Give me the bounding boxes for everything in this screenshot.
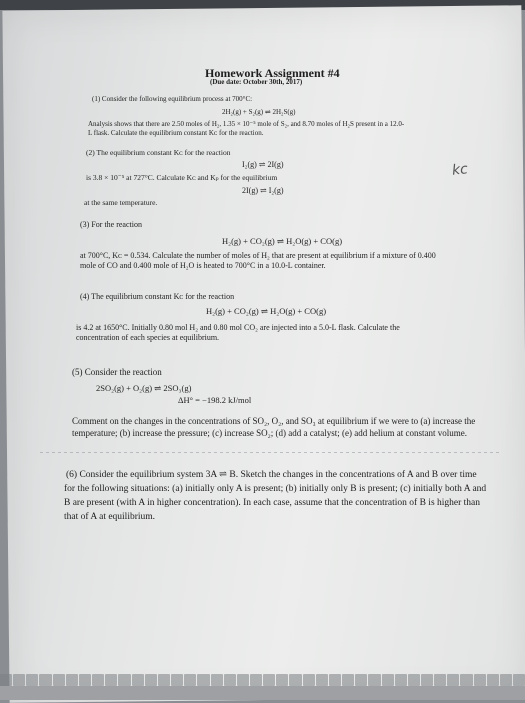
q6-line4: that of A at equilibrium. — [64, 512, 156, 522]
page-title: Homework Assignment #4 — [205, 66, 340, 80]
q1-body-line2: L flask. Calculate the equilibrium constant Kᴄ for the reaction. — [88, 129, 264, 137]
q3-equation: H₂(g) + CO₂(g) ⇌ H₂O(g) + CO(g) — [222, 236, 343, 246]
q5-body-line1: Comment on the changes in the concentrations of SO₂, O₂, and SO₃ at equilibrium if we were to (a) increase the — [72, 416, 476, 426]
q2-equation1: I₂(g) ⇌ 2I(g) — [242, 160, 284, 169]
handwritten-note: kc — [451, 161, 469, 179]
q3-body-line1: at 700°C, Kᴄ = 0.534. Calculate the number of moles of H₂ that are present at equilibrium if a mixture of 0.400 — [80, 251, 436, 260]
q2-tail: at the same temperature. — [84, 198, 158, 207]
due-date: (Due date: October 30th, 2017) — [210, 78, 303, 86]
q6-line3: B are present (with A in higher concentration). In each case, assume that the concentration of B is higher than — [64, 498, 481, 508]
q2-intro: (2) The equilibrium constant Kᴄ for the reaction — [86, 148, 231, 157]
section-divider — [40, 452, 500, 453]
background-bottom-edge — [0, 686, 525, 700]
q6-line2: for the following situations: (a) initially only A is present; (b) initially only B is present; (c) initially both A and — [64, 484, 487, 494]
q5-body-line2: temperature; (b) increase the pressure; (c) increase SO₂; (d) add a catalyst; (e) add helium at constant volume. — [72, 428, 467, 438]
q4-equation: H₂(g) + CO₂(g) ⇌ H₂O(g) + CO(g) — [206, 306, 327, 316]
q4-body-line2: concentration of each species at equilibrium. — [76, 333, 220, 342]
q1-equation: 2H₂(g) + S₂(g) ⇌ 2H₂S(g) — [222, 108, 296, 116]
q5-intro: (5) Consider the reaction — [72, 367, 162, 377]
binder-perforation — [0, 674, 525, 686]
q2-body: is 3.8 × 10⁻⁵ at 727°C. Calculate Kᴄ and Kₚ for the equilibrium — [86, 173, 278, 182]
q2-equation2: 2I(g) ⇌ I₂(g) — [242, 186, 284, 195]
q5-equation: 2SO₂(g) + O₂(g) ⇌ 2SO₃(g) — [96, 383, 192, 393]
q3-body-line2: mole of CO and 0.400 mole of H₂O is heated to 700°C in a 10.0-L container. — [80, 261, 326, 270]
q3-intro: (3) For the reaction — [80, 220, 142, 229]
q5-enthalpy: ΔH° = −198.2 kJ/mol — [178, 395, 252, 405]
q1-intro: (1) Consider the following equilibrium process at 700°C: — [92, 95, 253, 103]
q6-line1: (6) Consider the equilibrium system 3A ⇌ B. Sketch the changes in the concentrations of A and B over time — [66, 470, 477, 480]
q1-body-line1: Analysis shows that there are 2.50 moles of H₂, 1.35 × 10⁻⁵ mole of S₂, and 8.70 moles of H₂S present in a 12.0- — [88, 120, 405, 128]
q4-intro: (4) The equilibrium constant Kᴄ for the reaction — [80, 292, 235, 301]
q4-body-line1: is 4.2 at 1650°C. Initially 0.80 mol H₂ and 0.80 mol CO₂ are injected into a 5.0-L flask. Calculate the — [76, 323, 400, 332]
